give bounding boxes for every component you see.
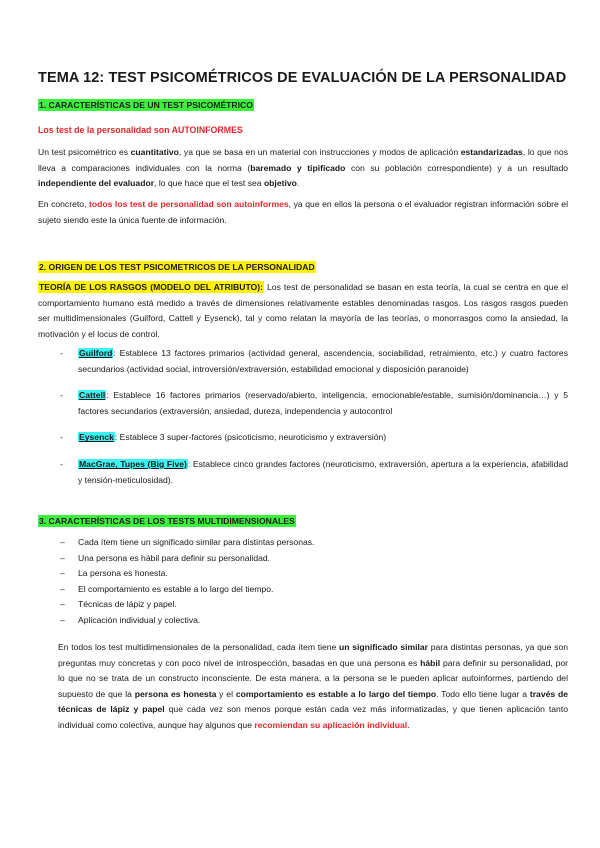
text-run: . Todo ello tiene lugar a <box>436 688 530 699</box>
list-bullet: – <box>60 599 65 610</box>
author-name: Guilford <box>79 348 113 358</box>
author-item-guilford <box>60 346 568 377</box>
author-description: : Establece 16 factores primarios (reservado/abierto, inteligencia, emocionable/estable, sumisión/dominancia…) y 5 factores secundarios (extraversión, ansiedad, dureza, independencia y autocontrol <box>78 390 568 416</box>
bold-term: cuantitativo <box>130 147 179 157</box>
section-2-heading-text: 2. ORIGEN DE LOS TEST PSICOMETRICOS DE LA PERSONALIDAD <box>39 262 315 272</box>
traits-theory-label: TEORÍA DE LOS RASGOS (MODELO DEL ATRIBUTO): <box>39 282 263 292</box>
bold-term: comportamiento es estable a lo largo del tiempo <box>235 688 437 699</box>
section-1-heading-text: 1. CARACTERÍSTICAS DE UN TEST PSICOMÉTRICO <box>39 100 253 110</box>
list-bullet: – <box>60 537 65 547</box>
bold-term: baremado y tipificado <box>250 162 346 173</box>
bold-term: independiente del evaluador <box>38 178 155 189</box>
text-run: Los test de personalidad se basan en esta teoría, la cual se centra en que el comportamiento humano está medido a través de dimensiones relativamente estables denominadas rasgos. Los rasgos rasgos pueden ser multidimensionales (Guilford, Cattell y Eysenck), tal y como relatan la mayoría de las teorías, o monorrasgos como la ansiedad, la motivación y el locus de control. <box>38 282 568 339</box>
text-run: . <box>407 719 410 730</box>
list-item-text: Una persona es hábil para definir su personalidad. <box>78 552 271 563</box>
list-bullet: - <box>60 458 63 469</box>
text-run: que cada vez son menos porque están cada vez más informatizadas, y que tienen aplicación tanto individual como colectiva, aunque hay algunos que <box>58 704 568 730</box>
list-item <box>60 551 568 567</box>
text-run: , ya que en ellos la persona o el evaluador registran información sobre el sujeto siendo este la única fuente de información. <box>38 199 568 225</box>
list-item-text: La persona es honesta. <box>78 568 168 579</box>
list-bullet: - <box>60 432 63 443</box>
bold-term: persona es honesta <box>134 688 217 699</box>
text-run: con su población correspondiente) y a un resultado <box>345 162 568 173</box>
list-item-text: Técnicas de lápiz y papel. <box>78 599 177 610</box>
author-description: : Establece cinco grandes factores (neuroticismo, extraversión, apertura a la experiencia, afabilidad y tensión-meticulosidad). <box>78 458 568 485</box>
list-bullet: – <box>60 552 65 563</box>
text-run: para distintas personas, ya que son preguntas muy concretas y con poco nivel de introspección, basadas en que una persona es <box>58 642 568 668</box>
text-run: y el <box>216 688 236 699</box>
text-run: Un test psicométrico es <box>38 147 131 157</box>
author-item-cattell <box>60 388 568 419</box>
text-run: En concreto, <box>38 199 89 209</box>
section-2-heading <box>38 262 316 272</box>
list-item-text: Aplicación individual y colectiva. <box>78 614 201 625</box>
author-item-big-five <box>60 457 568 488</box>
author-item-eysenck <box>60 430 568 446</box>
list-bullet: – <box>60 583 65 594</box>
author-name: MacGrae, Tupes (Big Five) <box>79 458 187 469</box>
section-3-summary <box>58 640 568 734</box>
text-run: , lo que hace que el test sea <box>154 178 264 189</box>
list-item-text: El comportamiento es estable a lo largo del tiempo. <box>78 583 274 594</box>
traits-theory-paragraph <box>38 280 568 342</box>
list-item <box>60 582 568 598</box>
highlight-red-text: recomiendan su aplicación individual <box>254 719 408 730</box>
text-run: En todos los test multidimensionales de la personalidad, cada ítem tiene <box>58 642 340 652</box>
text-run: para definir su personalidad, por lo que no se trata de un constructo inconsciente. De esta manera, a la persona se le pueden aplicar autoinformes, partiendo del supuesto de que la <box>58 657 568 699</box>
list-item-text: Cada ítem tiene un significado similar para distintas personas. <box>78 537 315 547</box>
section-1-subheading: Los test de la personalidad son AUTOINFORMES <box>38 125 243 135</box>
section-1-heading <box>38 100 254 110</box>
list-bullet: - <box>60 348 63 358</box>
list-bullet: – <box>60 614 65 625</box>
section-1-paragraph-2 <box>38 197 568 228</box>
section-1-paragraph-1 <box>38 145 568 192</box>
list-item <box>60 613 568 629</box>
list-bullet: - <box>60 390 63 401</box>
bold-term: un significado similar <box>339 642 429 652</box>
text-run: , lo que nos lleva a comparaciones individuales con la norma ( <box>38 147 568 173</box>
text-run: . <box>296 178 300 189</box>
list-item <box>60 535 568 551</box>
author-description: : Establece 13 factores primarios (actividad general, ascendencia, sociabilidad, retraimiento, etc.) y cuatro factores secundarios (actividad social, introversión/extraversión, estabilidad emocional y disposición paranoide) <box>78 348 568 374</box>
list-item <box>60 566 568 582</box>
bold-term: través de técnicas de lápiz y papel <box>58 688 569 715</box>
list-item <box>60 597 568 613</box>
characteristics-list <box>60 535 568 629</box>
author-name: Eysenck <box>79 432 114 443</box>
list-bullet: – <box>60 568 65 579</box>
highlight-red-text: todos los test de personalidad son autoinformes <box>88 199 289 209</box>
bold-term: estandarizadas <box>460 147 523 157</box>
section-3-heading <box>38 516 296 526</box>
authors-list <box>60 346 568 488</box>
author-description: : Establece 3 super-factores (psicoticismo, neuroticismo y extraversión) <box>114 432 387 443</box>
bold-term: hábil <box>420 657 441 668</box>
text-run: , ya que se basa en un material con instrucciones y modos de aplicación <box>178 147 461 157</box>
section-3-heading-text: 3. CARACTERÍSTICAS DE LOS TESTS MULTIDIMENSIONALES <box>39 516 295 526</box>
page-title: TEMA 12: TEST PSICOMÉTRICOS DE EVALUACIÓN DE LA PERSONALIDAD <box>38 70 567 86</box>
author-name: Cattell <box>79 390 106 401</box>
bold-term: objetivo <box>263 178 297 189</box>
